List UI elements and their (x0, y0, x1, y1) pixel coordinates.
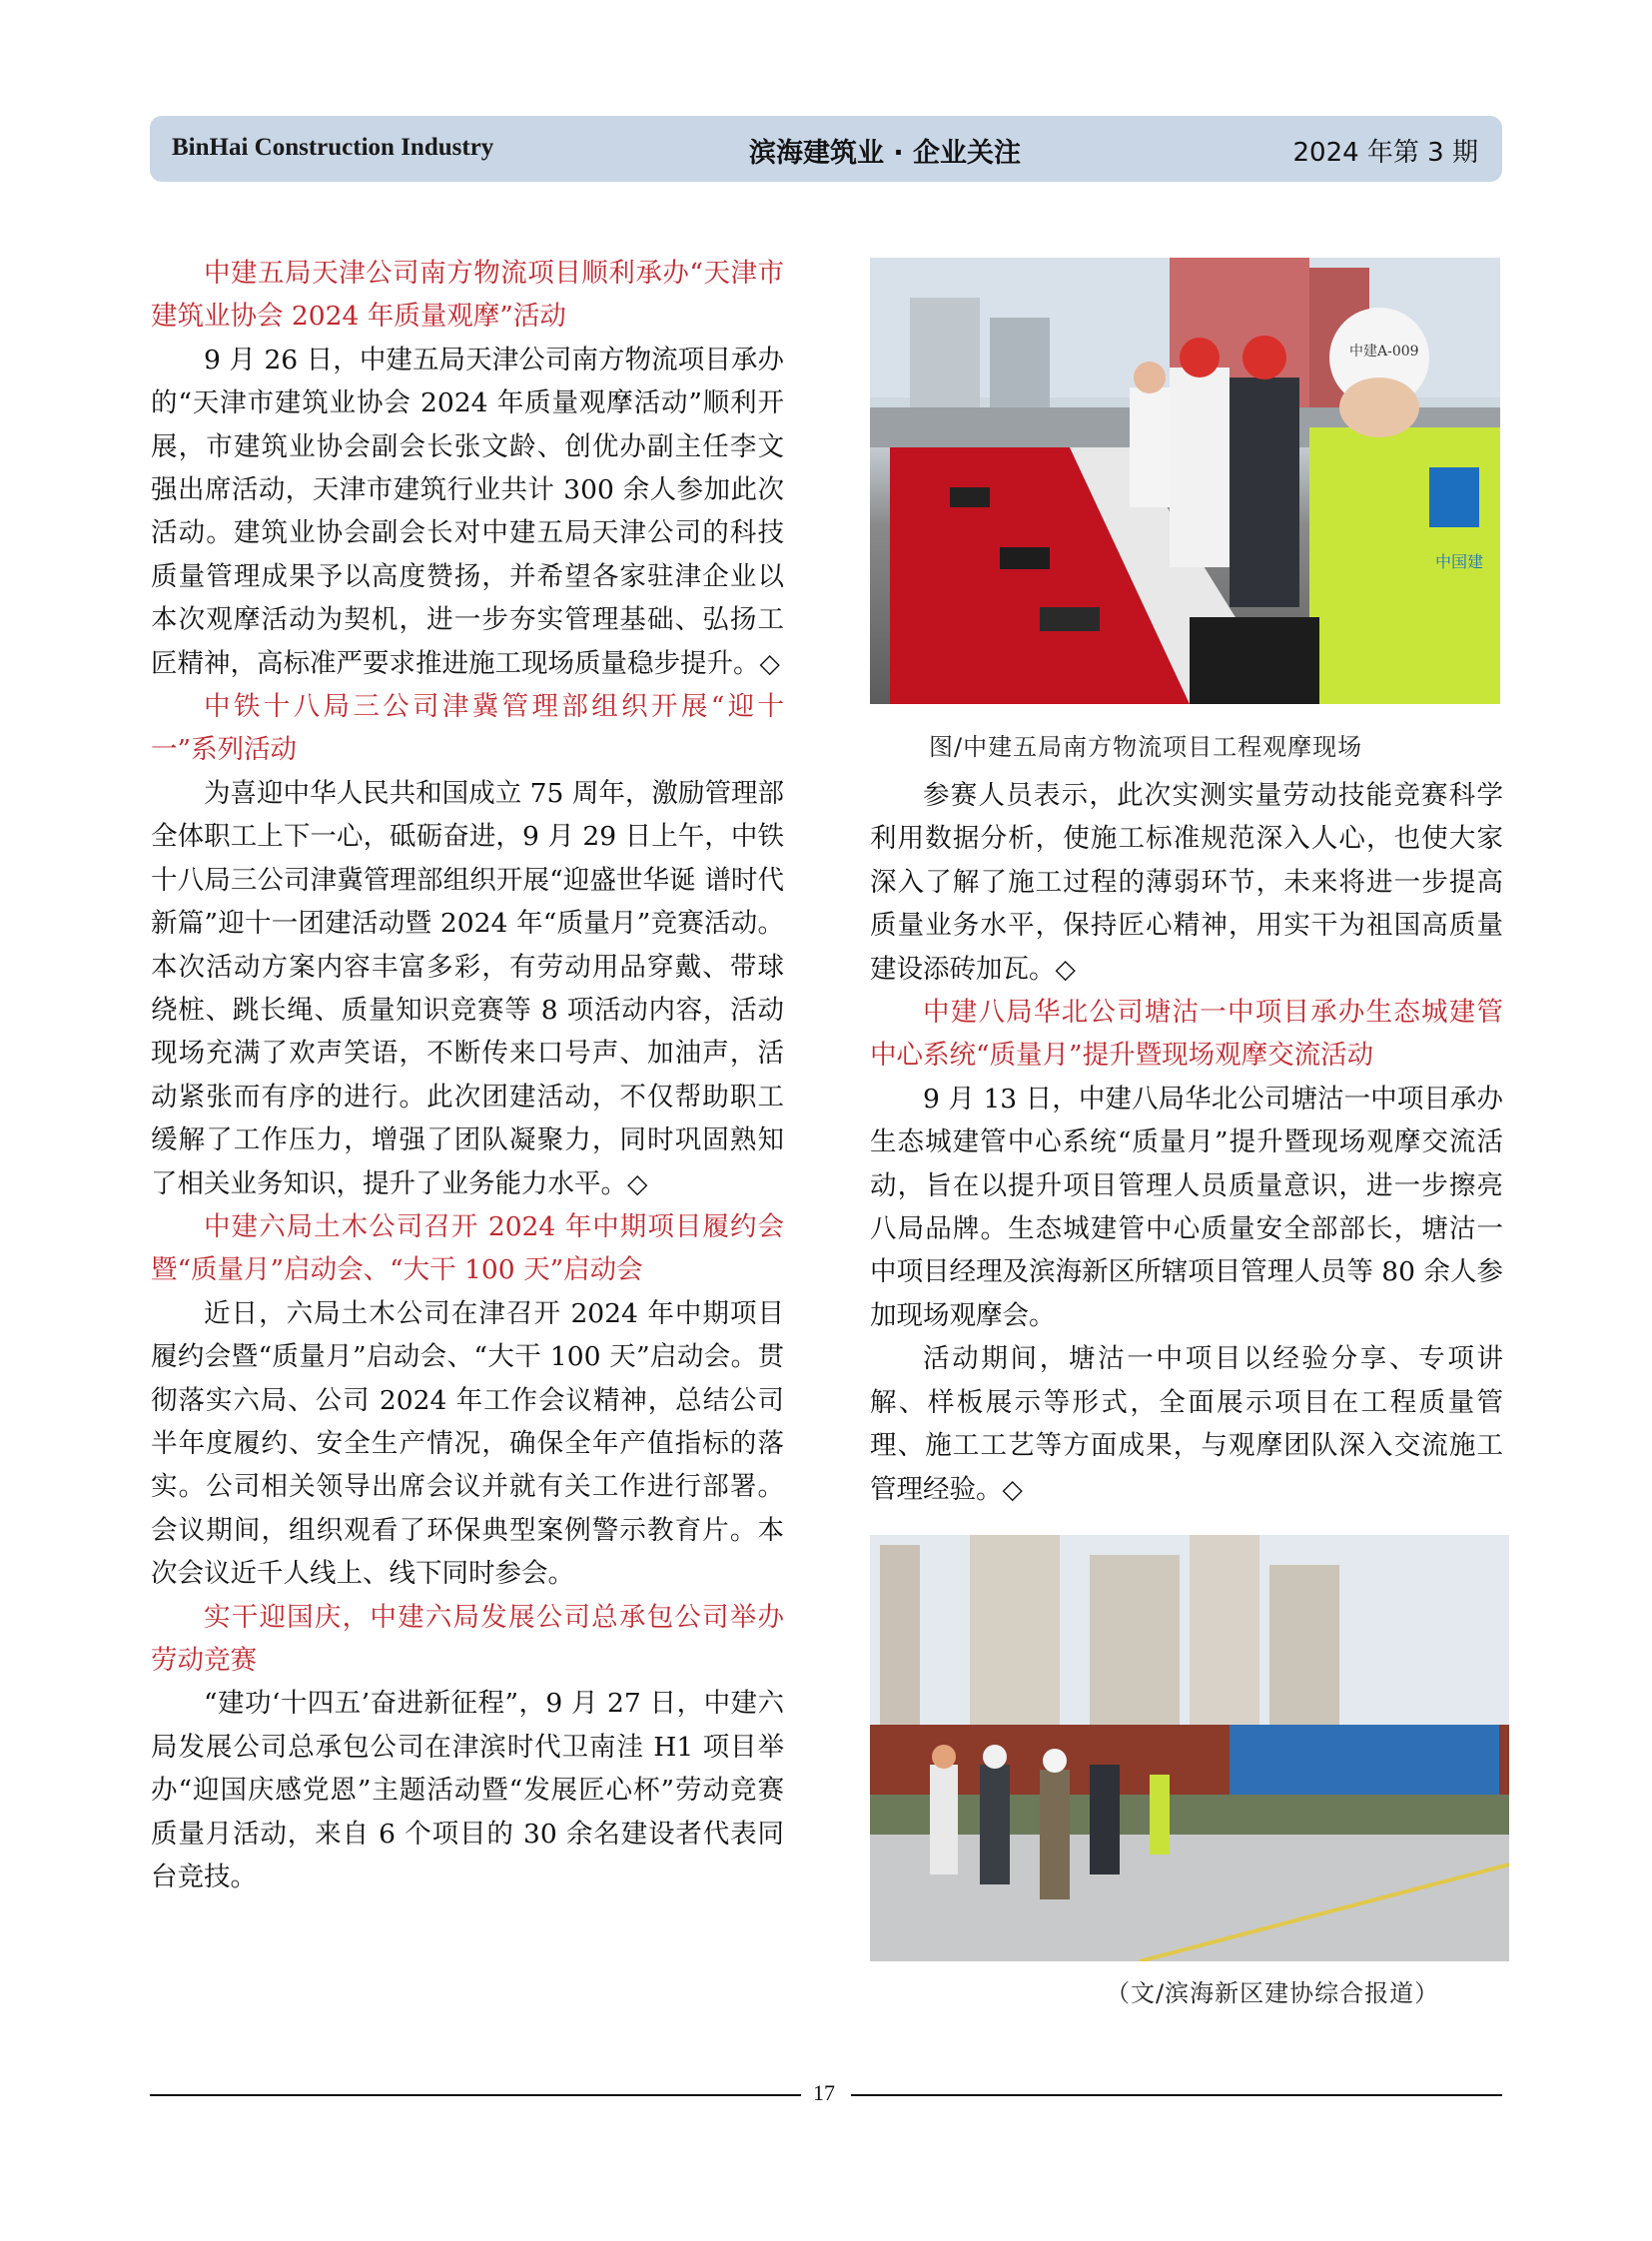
article-title: 中建六局土木公司召开 2024 年中期项目履约会暨“质量月”启动会、“大干 100 天”启动会 (151, 1210, 784, 1286)
source-credit: （文/滨海新区建协综合报道） (1106, 1979, 1440, 2007)
article-title: 中铁十八局三公司津冀管理部组织开展“迎十一”系列活动 (151, 691, 784, 766)
page-number: 17 (813, 2080, 835, 2105)
photo1-caption: 图/中建五局南方物流项目工程观摩现场 (929, 733, 1363, 761)
article-title: 中建八局华北公司塘沽一中项目承办生态城建管中心系统“质量月”提升暨现场观摩交流活动 (870, 997, 1503, 1072)
left-column (151, 252, 784, 1898)
vest-label: 中国建 (1435, 552, 1484, 571)
site-visit-illustration (870, 1535, 1509, 1961)
observation-site-photo (870, 258, 1500, 704)
issue-label: 2024 年第 3 期 (1292, 138, 1478, 168)
article-paragraph: 为喜迎中华人民共和国成立 75 周年，激励管理部全体职工上下一心，砥砺奋进，9 月 29 日上午，中铁十八局三公司津冀管理部组织开展“迎盛世华诞 谱时代新篇”迎十一团建活动暨 2024 年“质量月”竞赛活动。本次活动方案内容丰富多彩，有劳动用品穿戴、带球绕桩、跳长绳、质量知识竞赛等 8 项活动内容，活动现场充满了欢声笑语，不断传来口号声、加油声，活动紧张而有序的进行。此次团建活动，不仅帮助职工缓解了工作压力，增强了团队凝聚力，同时巩固熟知了相关业务知识，提升了业务能力水平。◇ (151, 777, 784, 1199)
article-paragraph: 近日，六局土木公司在津召开 2024 年中期项目履约会暨“质量月”启动会、“大干 100 天”启动会。贯彻落实六局、公司 2024 年工作会议精神，总结公司半年度履约、安全生产情况，确保全年产值指标的落实。公司相关领导出席会议并就有关工作进行部署。会议期间，组织观看了环保典型案例警示教育片。本次会议近千人线上、线下同时参会。 (151, 1297, 784, 1590)
observation-site-illustration (870, 258, 1500, 704)
article-paragraph: 9 月 26 日，中建五局天津公司南方物流项目承办的“天津市建筑业协会 2024 年质量观摩活动”顺利开展，市建筑业协会副会长张文龄、创优办副主任李文强出席活动，天津市建筑行业共计 300 余人参加此次活动。建筑业协会副会长对中建五局天津公司的科技质量管理成果予以高度赞扬，并希望各家驻津企业以本次观摩活动为契机，进一步夯实管理基础、弘扬工匠精神，高标准严要求推进施工现场质量稳步提升。◇ (151, 344, 784, 679)
continuation-paragraph: 参赛人员表示，此次实测实量劳动技能竞赛科学利用数据分析，使施工标准规范深入人心，也使大家深入了解了施工过程的薄弱环节，未来将进一步提高质量业务水平，保持匠心精神，用实干为祖国高质量建设添砖加瓦。◇ (870, 780, 1503, 985)
article-paragraph: “建功‘十四五’奋进新征程”，9 月 27 日，中建六局发展公司总承包公司在津滨时代卫南洼 H1 项目举办“迎国庆感党恩”主题活动暨“发展匠心杯”劳动竞赛质量月活动，来自 6 个项目的 30 余名建设者代表同台竞技。 (151, 1688, 784, 1893)
article-title: 中建五局天津公司南方物流项目顺利承办“天津市建筑业协会 2024 年质量观摩”活动 (151, 258, 784, 333)
article-paragraph: 9 月 13 日，中建八局华北公司塘沽一中项目承办生态城建管中心系统“质量月”提升暨现场观摩交流活动，旨在以提升项目管理人员质量意识，进一步擦亮八局品牌。生态城建管中心质量安全部部长，塘沽一中项目经理及滨海新区所辖项目管理人员等 80 余人参加现场观摩会。 (870, 1083, 1503, 1331)
helmet-label: 中建A-009 (1349, 344, 1419, 360)
right-column (870, 774, 1503, 1511)
footer-rule-right (851, 2094, 1502, 2096)
site-visit-photo (870, 1535, 1509, 1961)
footer-rule-left (150, 2094, 801, 2096)
article-title: 实干迎国庆，中建六局发展公司总承包公司举办劳动竞赛 (151, 1601, 784, 1676)
article-paragraph: 活动期间，塘沽一中项目以经验分享、专项讲解、样板展示等形式，全面展示项目在工程质量管理、施工工艺等方面成果，与观摩团队深入交流施工管理经验。◇ (870, 1343, 1503, 1505)
journal-section-title: 滨海建筑业 · 企业关注 (749, 138, 1022, 169)
journal-name-english: BinHai Construction Industry (172, 134, 494, 161)
running-header (150, 116, 1502, 182)
